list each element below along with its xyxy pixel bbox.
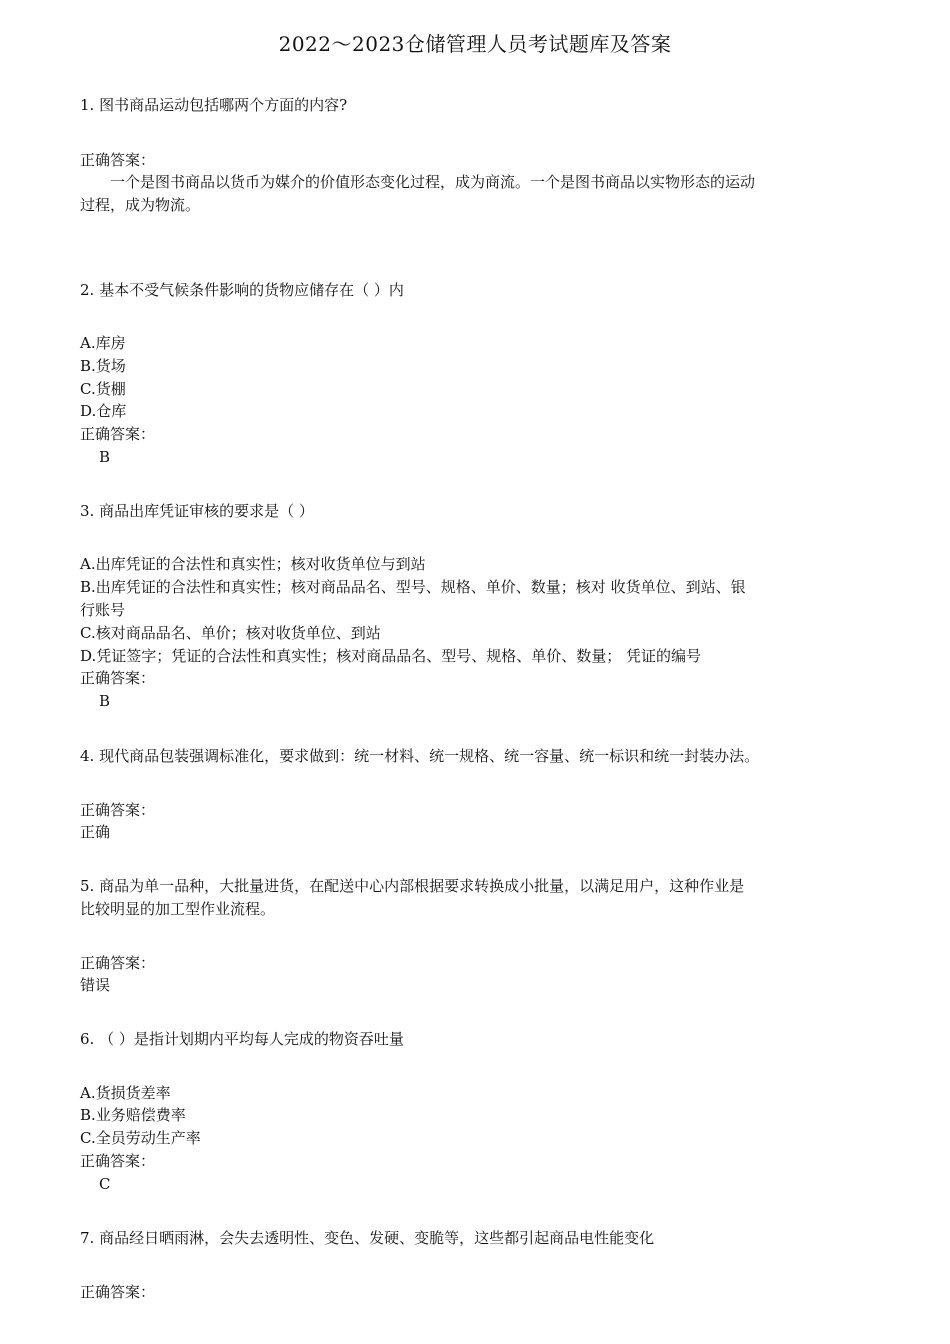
question-3-option-b-line-2: 行账号 bbox=[80, 601, 126, 619]
question-5-answer-label: 正确答案： bbox=[80, 954, 156, 972]
question-1-answer-label: 正确答案： bbox=[80, 151, 156, 169]
question-2-option-d: D.仓库 bbox=[80, 402, 127, 420]
question-5-answer: 错误 bbox=[80, 976, 111, 994]
question-7-stem: 7. 商品经日晒雨淋，会失去透明性、变色、发硬、变脆等，这些都引起商品电性能变化 bbox=[80, 1229, 655, 1247]
question-1-stem: 1. 图书商品运动包括哪两个方面的内容? bbox=[80, 96, 348, 114]
question-7-answer-label: 正确答案： bbox=[80, 1283, 156, 1301]
question-6-option-a: A.货损货差率 bbox=[80, 1084, 171, 1102]
question-3-option-d: D.凭证签字；凭证的合法性和真实性；核对商品品名、型号、规格、单价、数量； 凭证的编号 bbox=[80, 647, 702, 665]
question-5-stem-line-2: 比较明显的加工型作业流程。 bbox=[80, 900, 276, 918]
question-2-stem: 2. 基本不受气候条件影响的货物应储存在（ ）内 bbox=[80, 281, 404, 299]
question-6-option-c: C.全员劳动生产率 bbox=[80, 1129, 201, 1147]
question-6-answer-label: 正确答案： bbox=[80, 1152, 156, 1170]
question-2-option-b: B.货场 bbox=[80, 357, 126, 375]
question-4-answer: 正确 bbox=[80, 823, 111, 841]
question-3-stem: 3. 商品出库凭证审核的要求是（ ） bbox=[80, 502, 314, 520]
question-2-option-c: C.货棚 bbox=[80, 380, 126, 398]
question-4-answer-label: 正确答案： bbox=[80, 801, 156, 819]
question-2-answer: B bbox=[99, 448, 111, 466]
question-3-option-b-line-1: B.出库凭证的合法性和真实性；核对商品品名、型号、规格、单价、数量；核对 收货单位、到站、银 bbox=[80, 578, 746, 596]
question-2-option-a: A.库房 bbox=[80, 334, 126, 352]
question-3-answer-label: 正确答案： bbox=[80, 669, 156, 687]
question-3-answer: B bbox=[99, 692, 111, 710]
document-title: 2022～2023仓储管理人员考试题库及答案 bbox=[278, 32, 672, 56]
question-3-option-a: A.出库凭证的合法性和真实性；核对收货单位与到站 bbox=[80, 555, 426, 573]
question-6-option-b: B.业务赔偿费率 bbox=[80, 1106, 186, 1124]
question-6-answer: C bbox=[99, 1175, 111, 1193]
question-3-option-c: C.核对商品品名、单价；核对收货单位、到站 bbox=[80, 624, 381, 642]
question-1-answer-line-2: 过程，成为物流。 bbox=[80, 196, 201, 214]
question-5-stem-line-1: 5. 商品为单一品种，大批量进货，在配送中心内部根据要求转换成小批量，以满足用户，这种作业是 bbox=[80, 877, 745, 895]
question-1-answer-line-1: 一个是图书商品以货币为媒介的价值形态变化过程，成为商流。一个是图书商品以实物形态的运动 bbox=[80, 173, 756, 191]
question-6-stem: 6. （ ）是指计划期内平均每人完成的物资吞吐量 bbox=[80, 1030, 404, 1048]
question-2-answer-label: 正确答案： bbox=[80, 425, 156, 443]
question-4-stem: 4. 现代商品包装强调标准化，要求做到：统一材料、统一规格、统一容量、统一标识和统一封装办法。 bbox=[80, 747, 760, 765]
